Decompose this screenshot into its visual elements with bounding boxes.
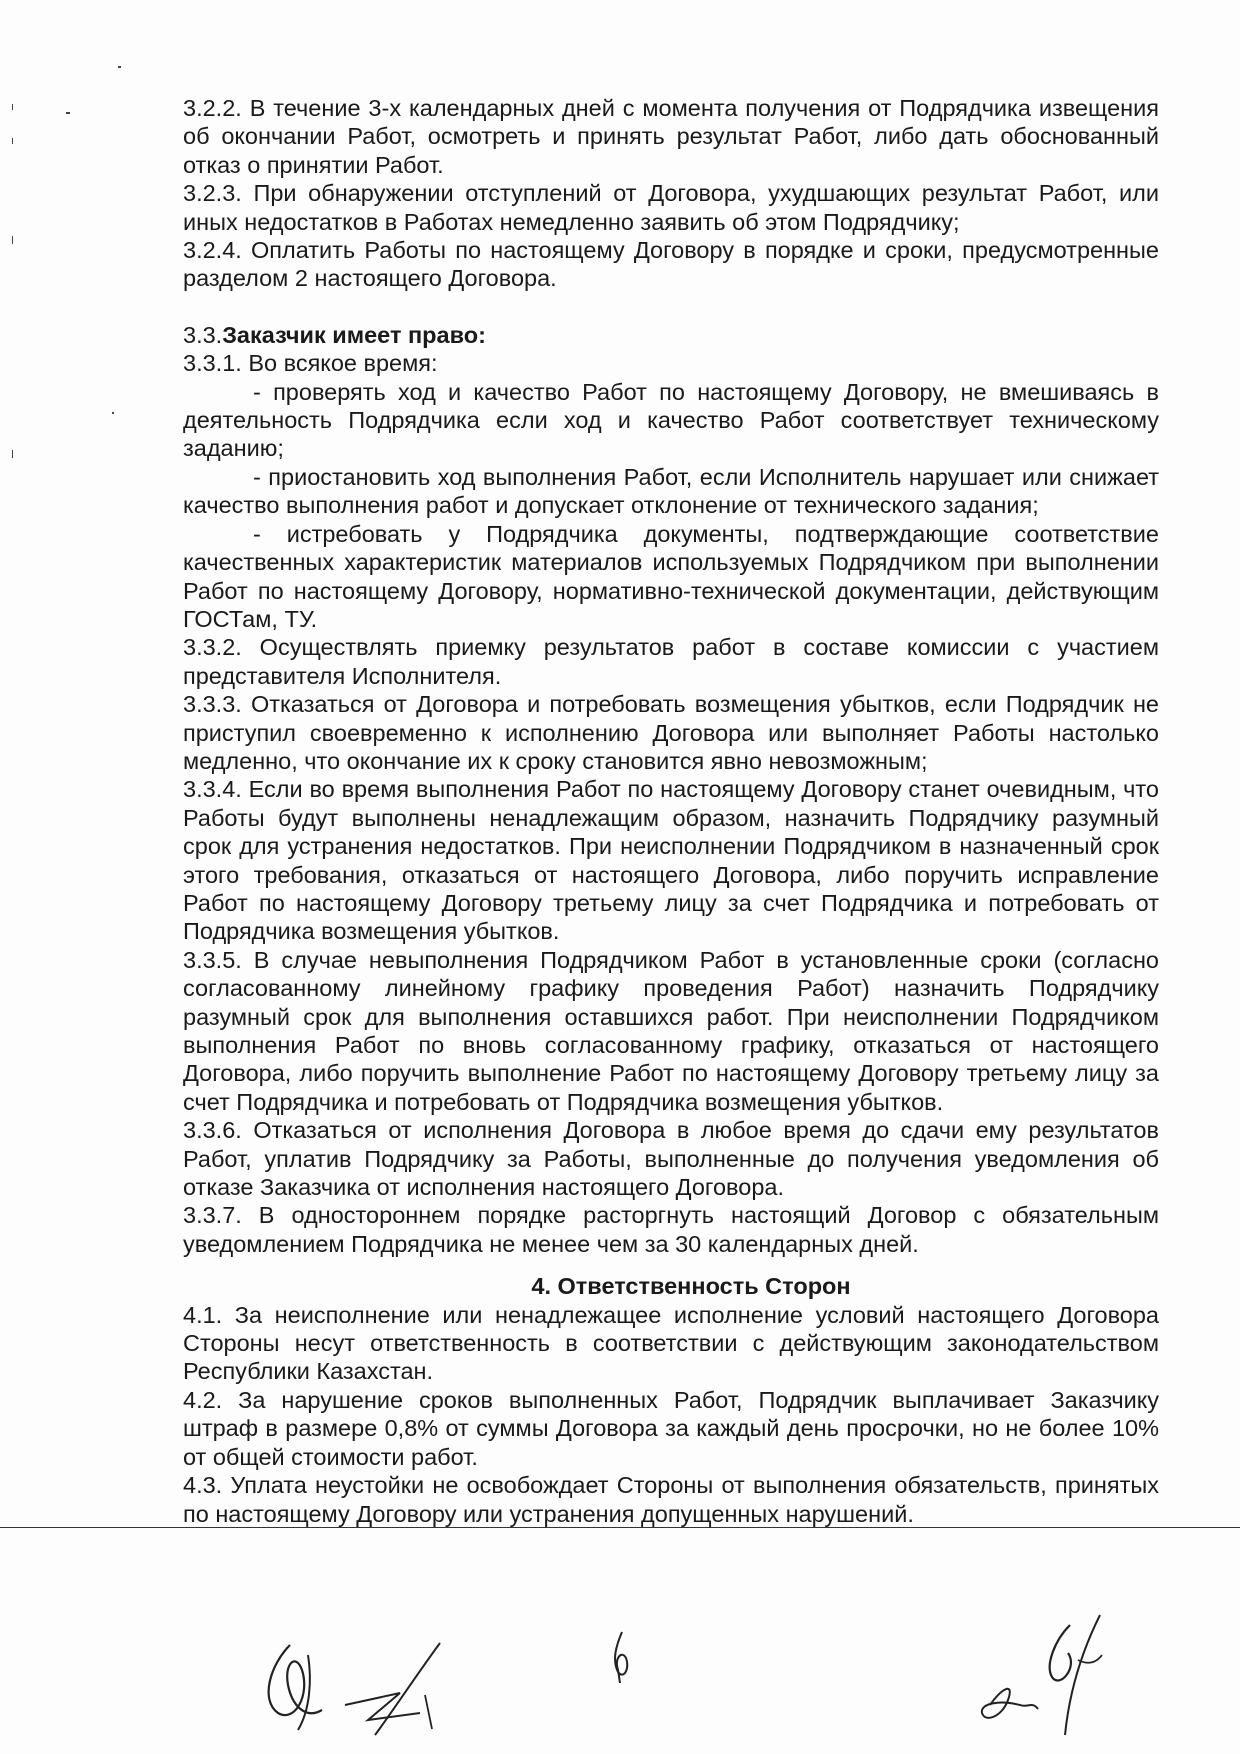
clause-3-3-5: 3.3.5. В случае невыполнения Подрядчиком Работ в установленные сроки (согласно согласованному линейному графику проведения Работ) назначить Подрядчику разумный срок для выполнения оставшихся работ. При неисполнении Подрядчиком выполнения Работ по вновь согласованному графику, отказаться от настоящего Договора, либо поручить выполнение Работ по настоящему Договору третьему лицу за счет Подрядчика и потребовать от Подрядчика возмещения убытков. [183,946,1159,1115]
clause-3-3-6: 3.3.6. Отказаться от исполнения Договора в любое время до сдачи ему результатов Работ, уплатив Подрядчику за Работы, выполненные до получения уведомления об отказе Заказчика от исполнения настоящего Договора. [183,1117,1159,1201]
clause-3-2-2: 3.2.2. В течение 3-х календарных дней с момента получения от Подрядчика извещения об окончании Работ, осмотреть и принять результат Работ, либо дать обоснованный отказ о принятии Работ. [183,95,1159,178]
contract-body [183,94,1159,1528]
section-3-3-heading [183,321,1159,349]
clause-3-3-4: 3.3.4. Если во время выполнения Работ по настоящему Договору станет очевидным, что Работы будут выполнены ненадлежащим образом, назначить Подрядчику разумный срок для устранения недостатков. При неисполнении Подрядчиком в назначенный срок этого требования, отказаться от настоящего Договора, либо поручить исправление Работ по настоящему Договору третьему лицу за счет Подрядчика и потребовать от Подрядчика возмещения убытков. [183,776,1159,945]
clause-3-3-1-bullet: - истребовать у Подрядчика документы, подтверждающие соответствие качественных характеристик материалов используемых Подрядчиком при выполнении Работ по настоящему Договору, нормативно-технической документации, действующим ГОСТам, ТУ. [183,520,1159,632]
clause-3-2-3: 3.2.3. При обнаружении отступлений от Договора, ухудшающих результат Работ, или иных недостатков в Работах немедленно заявить об этом Подрядчику; [183,180,1159,235]
section-3-3-title: Заказчик имеет право: [222,321,486,348]
clause-4-3: 4.3. Уплата неустойки не освобождает Стороны от выполнения обязательств, принятых по настоящему Договору или устранения допущенных нарушений. [183,1472,1159,1527]
clause-3-3-3: 3.3.3. Отказаться от Договора и потребовать возмещения убытков, если Подрядчик не приступил своевременно к исполнению Договора или выполняет Работы настолько медленно, что окончание их к сроку становится явно невозможным; [183,691,1159,774]
clause-3-3-2: 3.3.2. Осуществлять приемку результатов работ в составе комиссии с участием представителя Исполнителя. [183,634,1159,689]
clause-3-3-7: 3.3.7. В одностороннем порядке расторгнуть настоящий Договор с обязательным уведомлением Подрядчика не менее чем за 30 календарных дней. [183,1202,1159,1257]
clause-3-3-1-bullet: - приостановить ход выполнения Работ, если Исполнитель нарушает или снижает качество выполнения работ и допускает отклонение от технического задания; [183,463,1159,519]
signature-right [960,1605,1110,1745]
signature-center [600,1628,640,1688]
clause-3-3-1-bullet: - проверять ход и качество Работ по настоящему Договору, не вмешиваясь в деятельность Подрядчика если ход и качество Работ соответствует техническому заданию; [183,378,1159,462]
page-cut-line [0,1527,1240,1528]
clause-3-3-1: 3.3.1. Во всякое время: [183,350,438,377]
section-3-3-number: 3.3. [183,321,223,348]
clause-3-2-4: 3.2.4. Оплатить Работы по настоящему Договору в порядке и сроки, предусмотренные разделом 2 настоящего Договора. [183,237,1159,292]
clause-4-2: 4.2. За нарушение сроков выполненных Работ, Подрядчик выплачивает Заказчику штраф в размере 0,8% от суммы Договора за каждый день просрочки, но не более 10% от общей стоимости работ. [183,1386,1159,1470]
section-4-heading: 4. Ответственность Сторон [531,1273,851,1300]
signature-left [250,1625,470,1745]
clause-4-1: 4.1. За неисполнение или ненадлежащее исполнение условий настоящего Договора Стороны несут ответственность в соответствии с действующим законодательством Республики Казахстан. [183,1301,1159,1385]
